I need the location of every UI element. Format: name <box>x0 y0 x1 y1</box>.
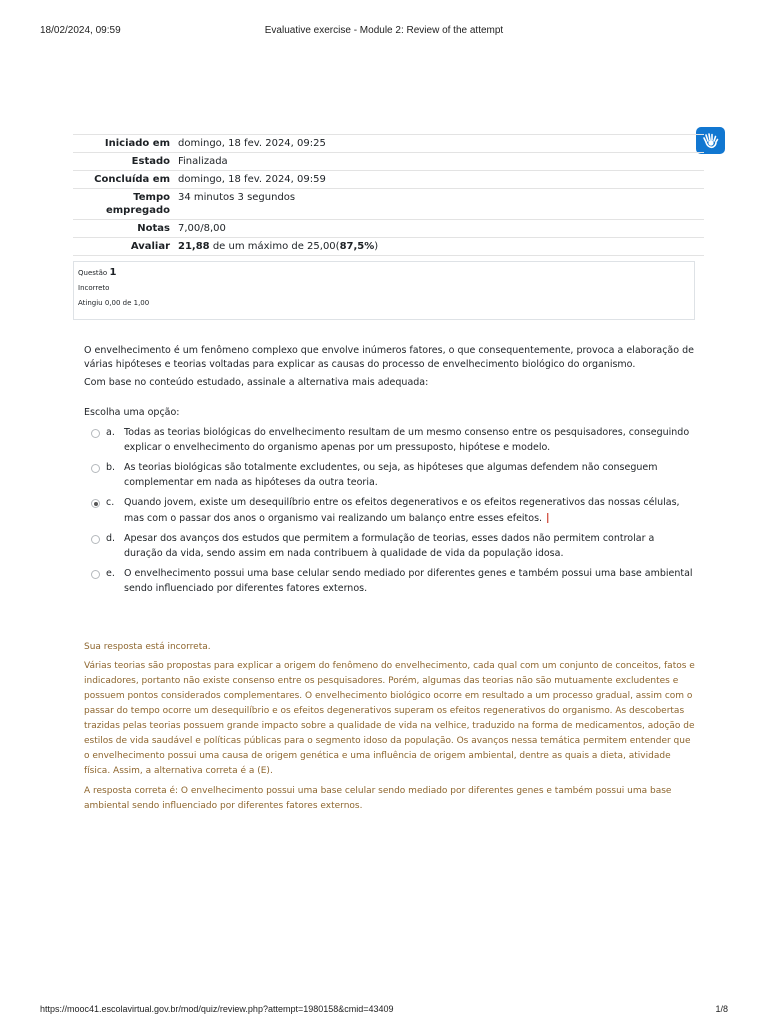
summary-row-completed <box>73 170 704 188</box>
summary-label: Avaliar <box>130 241 170 252</box>
option-letter: b. <box>106 462 116 473</box>
option-text: Apesar dos avanços dos estudos que permitem a formulação de teorias, esses dados não permitem controlar a duração da vida, sendo assim em nada contribuem à qualidade de vida da população idosa. <box>124 533 655 559</box>
option-text: Todas as teorias biológicas do envelhecimento resultam de um mesmo consenso entre os pesquisadores, conseguindo explicar o envelhecimento do organismo apenas por um pressuposto, hipótese e modelo. <box>124 427 690 453</box>
summary-label: Iniciado em <box>104 138 170 149</box>
summary-grade-value <box>176 238 704 255</box>
question-number-value: 1 <box>109 267 117 278</box>
incorrect-mark-icon: ǀ <box>546 510 550 524</box>
option-text: As teorias biológicas são totalmente excludentes, ou seja, as hipóteses que algumas defendem não conseguem complementar em nada as hipóteses da outra teoria. <box>124 462 658 488</box>
grade-percent: 87,5% <box>339 241 375 252</box>
radio-button[interactable] <box>91 464 100 473</box>
radio-button[interactable] <box>91 429 100 438</box>
summary-label: Tempo empregado <box>105 192 170 216</box>
question-prompt: Com base no conteúdo estudado, assinale a alternativa mais adequada: <box>84 377 429 388</box>
summary-value: 34 minutos 3 segundos <box>178 192 296 203</box>
answer-option-e[interactable] <box>84 567 694 596</box>
choose-option-label: Escolha uma opção: <box>84 407 180 418</box>
print-page-number: 1/8 <box>715 1004 728 1014</box>
summary-label: Estado <box>131 156 170 167</box>
answer-option-d[interactable] <box>84 532 694 561</box>
summary-value: Finalizada <box>178 156 228 167</box>
summary-label: Concluída em <box>94 174 170 185</box>
answer-option-a[interactable] <box>84 426 694 455</box>
summary-row-started <box>73 134 704 152</box>
summary-label: Notas <box>137 223 170 234</box>
question-prefix: Questão <box>78 269 108 277</box>
question-number <box>78 266 694 280</box>
grade-score: 21,88 <box>178 241 210 252</box>
answer-option-b[interactable] <box>84 461 694 490</box>
general-feedback: Várias teorias são propostas para explicar a origem do fenômeno do envelhecimento, cada qual com um conjunto de conceitos, fatos e indicadores, portanto não existe consenso entre os pesquisadores. Porém, algumas das teorias não são mutuamente excludentes e possuem pontos considerados complementares. O envelhecimento biológico ocorre em resultado a um processo gradual, assim com o passar do tempo ocorre um desequilíbrio e os efeitos degenerativos superam os efeitos regenerativos do organismo. As descobertas trazidas pelas teorias possuem grande impacto sobre a qualidade de vida na velhice, traduzido na forma de medicamentos, adoção de estilos de vida saudável e políticas públicas para o segmento idoso da população. Os avanços nessa temática permitem entender que o envelhecimento possui uma causa de origem genética e uma influência de origem ambiental, dentre as quais a dieta, atividade física. Assim, a alternativa correta é a (E). <box>84 661 695 776</box>
attempt-summary-table <box>73 134 704 256</box>
summary-value: domingo, 18 fev. 2024, 09:25 <box>178 138 326 149</box>
summary-row-grade <box>73 237 704 256</box>
hand-sign-language-icon <box>702 132 720 150</box>
option-letter: c. <box>106 497 115 508</box>
question-content <box>84 344 694 596</box>
print-datetime: 18/02/2024, 09:59 <box>40 25 121 36</box>
right-answer: A resposta correta é: O envelhecimento possui uma base celular sendo mediado por diferentes genes e também possui uma base ambiental sendo influenciado por diferentes fatores externos. <box>84 786 672 811</box>
option-letter: d. <box>106 533 116 544</box>
print-page-title: Evaluative exercise - Module 2: Review of the attempt <box>264 25 504 36</box>
summary-value: domingo, 18 fev. 2024, 09:59 <box>178 174 326 185</box>
question-grade: Atingiu 0,00 de 1,00 <box>78 299 150 307</box>
specific-feedback: Sua resposta está incorreta. <box>84 642 211 652</box>
option-text: O envelhecimento possui uma base celular sendo mediado por diferentes genes e também possui uma base ambiental sendo influenciado por diferentes fatores externos. <box>124 568 693 594</box>
radio-button[interactable] <box>91 535 100 544</box>
print-url: https://mooc41.escolavirtual.gov.br/mod/quiz/review.php?attempt=1980158&cmid=43409 <box>40 1004 394 1014</box>
option-letter: e. <box>106 568 115 579</box>
question-text: O envelhecimento é um fenômeno complexo que envolve inúmeros fatores, o que consequentemente, provoca a elaboração de várias hipóteses e teorias voltadas para explicar as causas do processo de envelhecimento biológico do organismo. <box>84 345 694 370</box>
option-text <box>124 496 694 526</box>
grade-middle: de um máximo de 25,00( <box>209 241 340 252</box>
summary-row-time-taken <box>73 188 704 219</box>
answer-option-c[interactable] <box>84 496 694 526</box>
summary-value: 7,00/8,00 <box>178 223 226 234</box>
print-header <box>40 25 728 39</box>
radio-button-selected[interactable] <box>91 499 100 508</box>
summary-row-state <box>73 152 704 170</box>
question-state: Incorreto <box>78 284 110 292</box>
question-feedback <box>84 640 696 814</box>
print-footer <box>40 1004 728 1018</box>
grade-end: ) <box>374 241 379 252</box>
option-text-value: Quando jovem, existe um desequilíbrio entre os efeitos degenerativos e os efeitos regenerativos das nossas células, mas com o passar dos anos o organismo vai realizando um balanço entre esses efeitos. <box>124 497 680 524</box>
summary-row-marks <box>73 219 704 237</box>
question-info-box <box>73 261 695 320</box>
radio-button[interactable] <box>91 570 100 579</box>
option-letter: a. <box>106 427 115 438</box>
